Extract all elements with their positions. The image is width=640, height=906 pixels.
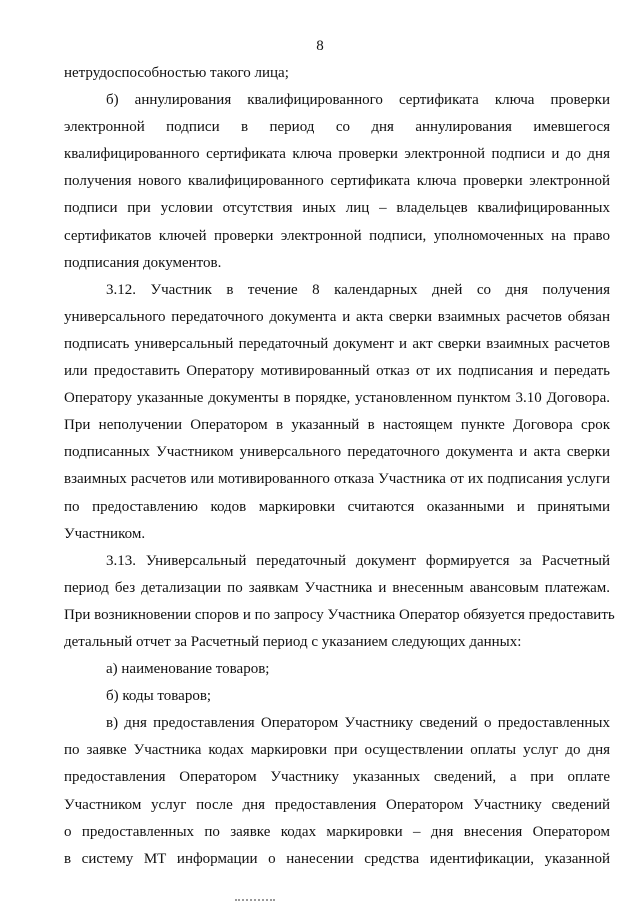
text-line: о предоставленных по заявке кодах маркировки – дня внесения Оператором — [64, 823, 610, 840]
text-line: в систему МТ информации о нанесении средства идентификации, указанной — [64, 850, 610, 867]
text-line: электронной подписи в период со дня аннулирования имевшегося — [64, 119, 610, 136]
text-line: 3.13. Универсальный передаточный документ формируется за Расчетный — [106, 552, 610, 569]
text-line: Оператору указанные документы в порядке, установленном пунктом 3.10 Договора. — [64, 390, 610, 407]
page-number: 8 — [316, 38, 324, 54]
text-line: подписанных Участником универсального передаточного документа и акта сверки — [64, 444, 610, 461]
text-line: Участником услуг после дня предоставления Оператором Участнику сведений — [64, 796, 610, 813]
text-line: При возникновении споров и по запросу Участника Оператор обязуется предоставить — [64, 606, 615, 623]
text-line: подписи при условии отсутствия иных лиц – владельцев квалифицированных — [64, 200, 610, 217]
text-line: взаимных расчетов или мотивированного отказа Участника от их подписания услуги — [64, 471, 610, 488]
text-line: 3.12. Участник в течение 8 календарных дней со дня получения — [106, 281, 610, 298]
text-line: период без детализации по заявкам Участника и внесенным авансовым платежам. — [64, 579, 610, 596]
document-body — [64, 60, 615, 873]
text-line: б) аннулирования квалифицированного сертификата ключа проверки — [106, 92, 610, 109]
text-line: в) дня предоставления Оператором Участнику сведений о предоставленных — [106, 715, 610, 732]
text-line: детальный отчет за Расчетный период с указанием следующих данных: — [64, 633, 522, 650]
text-line: получения нового квалифицированного сертификата ключа проверки электронной — [64, 173, 610, 190]
text-line: или предоставить Оператору мотивированный отказ от их подписания и передать — [64, 363, 610, 380]
text-line: подписания документов. — [64, 254, 222, 271]
text-line: При неполучении Оператором в указанный в настоящем пункте Договора срок — [64, 417, 610, 434]
text-line: универсального передаточного документа и акта сверки взаимных расчетов обязан — [64, 308, 610, 325]
text-line: по предоставлению кодов маркировки считаются оказанными и принятыми — [64, 498, 610, 515]
text-line: предоставления Оператором Участнику указанных сведений, а при оплате — [64, 769, 610, 786]
text-line: Участником. — [64, 525, 146, 542]
text-line: нетрудоспособностью такого лица; — [64, 65, 289, 81]
text-line: подписать универсальный передаточный документ и акт сверки взаимных расчетов — [64, 335, 610, 352]
text-line: а) наименование товаров; — [106, 661, 270, 678]
text-line: сертификатов ключей проверки электронной подписи, уполномоченных на право — [64, 227, 610, 244]
text-line: б) коды товаров; — [106, 688, 212, 705]
text-line: квалифицированного сертификата ключа проверки электронной подписи и до дня — [64, 146, 610, 163]
text-line: по заявке Участника кодах маркировки при осуществлении оплаты услуг до дня — [64, 742, 610, 759]
